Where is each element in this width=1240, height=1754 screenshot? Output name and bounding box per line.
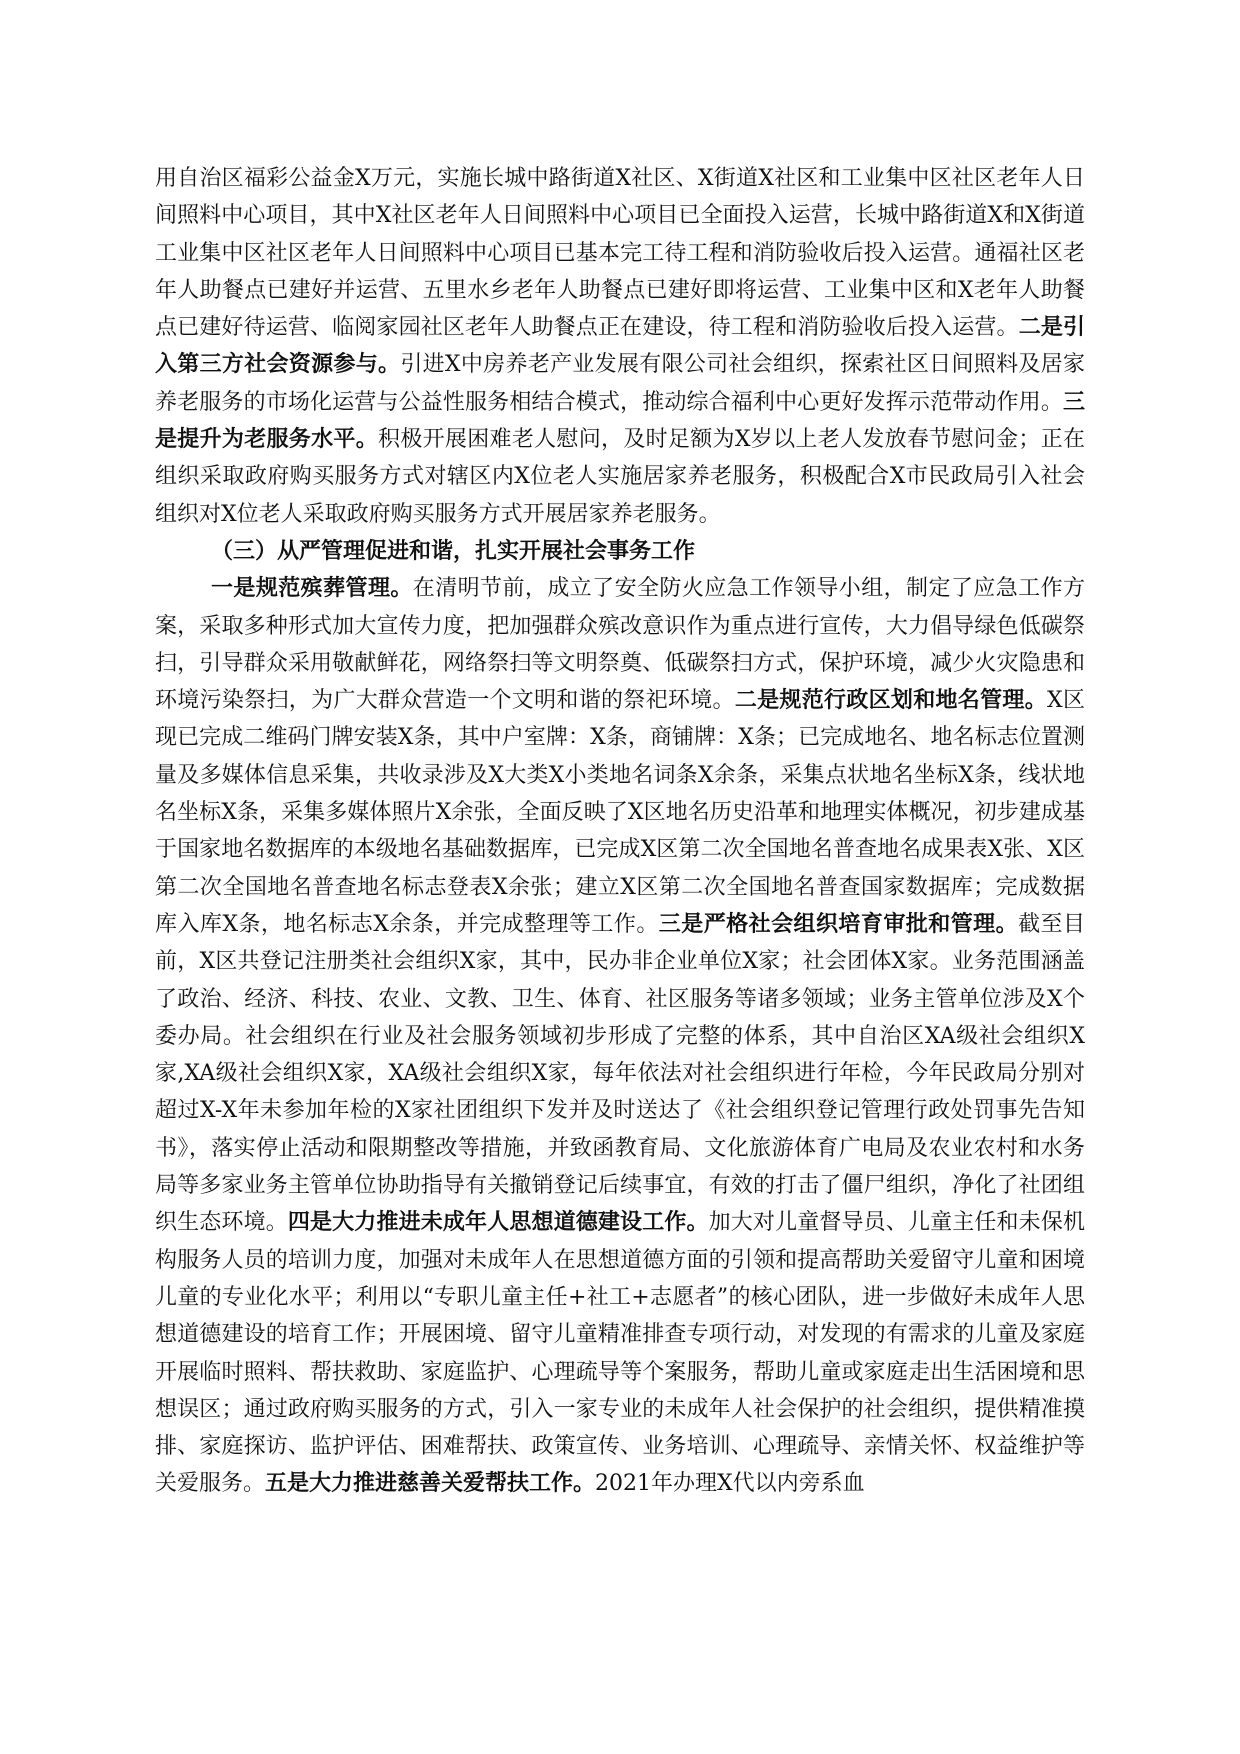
bold-lead-phrase: 一是规范殡葬管理。: [211, 575, 413, 602]
section-heading: （三）从严管理促进和谐，扎实开展社会事务工作: [211, 537, 696, 564]
paragraph-text: 2021年办理X代以内旁系血: [595, 1471, 865, 1497]
body-paragraph: [155, 570, 1085, 1502]
document-page: [155, 160, 1085, 1503]
paragraph-text: 在清明节前，成立了安全防火应急工作领导小组，制定了应急工作方案，采取多种形式加大宣传力度，把加强群众殡改意识作为重点进行宣传，大力倡导绿色低碳祭扫，引导群众采用敬献鲜花，网络祭扫等文明祭奠、低碳祭扫方式，保护环境，减少火灾隐患和环境污染祭扫，为广大群众营造一个文明和谐的祭祀环境。: [155, 576, 1085, 714]
paragraph-text: X区现已完成二维码门牌安装X条，其中户室牌：X条，商铺牌：X条；已完成地名、地名标志位置测量及多媒体信息采集，共收录涉及X大类X小类地名词条X余条，采集点状地名坐标X条，线状地名坐标X条，采集多媒体照片X余张，全面反映了X区地名历史沿革和地理实体概况，初步建成基于国家地名数据库的本级地名基础数据库，已完成X区第二次全国地名普查地名成果表X张、X区第二次全国地名普查地名标志登表X余张；建立X区第二次全国地名普查国家数据库；完成数据库入库X条，地名标志X余条，并完成整理等工作。: [155, 688, 1085, 937]
bold-lead-phrase: 四是大力推进未成年人思想道德建设工作。: [287, 1209, 709, 1236]
paragraph-text: 加大对儿童督导员、儿童主任和未保机构服务人员的培训力度，加强对未成年人在思想道德方面的引领和提高帮助关爱留守儿童和困境儿童的专业化水平；利用以“专职儿童主任+社工+志愿者”的核心团队，进一步做好未成年人思想道德建设的培育工作；开展困境、留守儿童精准排查专项行动，对发现的有需求的儿童及家庭开展临时照料、帮扶救助、家庭监护、心理疏导等个案服务，帮助儿童或家庭走出生活困境和思想误区；通过政府购买服务的方式，引入一家专业的未成年人社会保护的社会组织，提供精准摸排、家庭探访、监护评估、困难帮扶、政策宣传、业务培训、心理疏导、亲情关怀、权益维护等关爱服务。: [155, 1210, 1085, 1497]
bold-lead-phrase: 三是严格社会组织培育审批和管理。: [658, 910, 1019, 937]
body-paragraph: [155, 160, 1085, 533]
bold-lead-phrase: 五是大力推进慈善关爱帮扶工作。: [265, 1470, 596, 1497]
paragraph-text: 用自治区福彩公益金X万元，实施长城中路街道X社区、X街道X社区和工业集中区社区老年人日间照料中心项目，其中X社区老年人日间照料中心项目已全面投入运营，长城中路街道X和X街道工业集中区社区老年人日间照料中心项目已基本完工待工程和消防验收后投入运营。通福社区老年人助餐点已建好并运营、五里水乡老年人助餐点已建好即将运营、工业集中区和X老年人助餐点已建好待运营、临阅家园社区老年人助餐点正在建设，待工程和消防验收后投入运营。: [155, 166, 1085, 341]
paragraph-text: 引进X中房养老产业发展有限公司社会组织，探索社区日间照料及居家养老服务的市场化运营与公益性服务相结合模式，推动综合福利中心更好发挥示范带动作用。: [155, 352, 1085, 415]
bold-lead-phrase: 二是规范行政区划和地名管理。: [734, 687, 1048, 714]
bold-lead-phrase: 三是提升为老服务水平。: [155, 388, 1085, 453]
paragraph-text: 积极开展困难老人慰问，及时足额为X岁以上老人发放春节慰问金；正在组织采取政府购买服务方式对辖区内X位老人实施居家养老服务，积极配合X市民政局引入社会组织对X位老人采取政府购买服务方式开展居家养老服务。: [155, 427, 1085, 527]
bold-lead-phrase: 二是引入第三方社会资源参与。: [155, 314, 1085, 378]
paragraph-text: 截至目前，X区共登记注册类社会组织X家，其中，民办非企业单位X家；社会团体X家。业务范围涵盖了政治、经济、科技、农业、文教、卫生、体育、社区服务等诸多领域；业务主管单位涉及X个委办局。社会组织在行业及社会服务领域初步形成了完整的体系，其中自治区XA级社会组织X家,XA级社会组织X家，XA级社会组织X家，每年依法对社会组织进行年检，今年民政局分别对超过X-X年未参加年检的X家社团组织下发并及时送达了《社会组织登记管理行政处罚事先告知书》，落实停止活动和限期整改等措施，并致函教育局、文化旅游体育广电局及农业农村和水务局等多家业务主管单位协助指导有关撤销登记后续事宜，有效的打击了僵尸组织，净化了社团组织生态环境。: [155, 911, 1085, 1236]
